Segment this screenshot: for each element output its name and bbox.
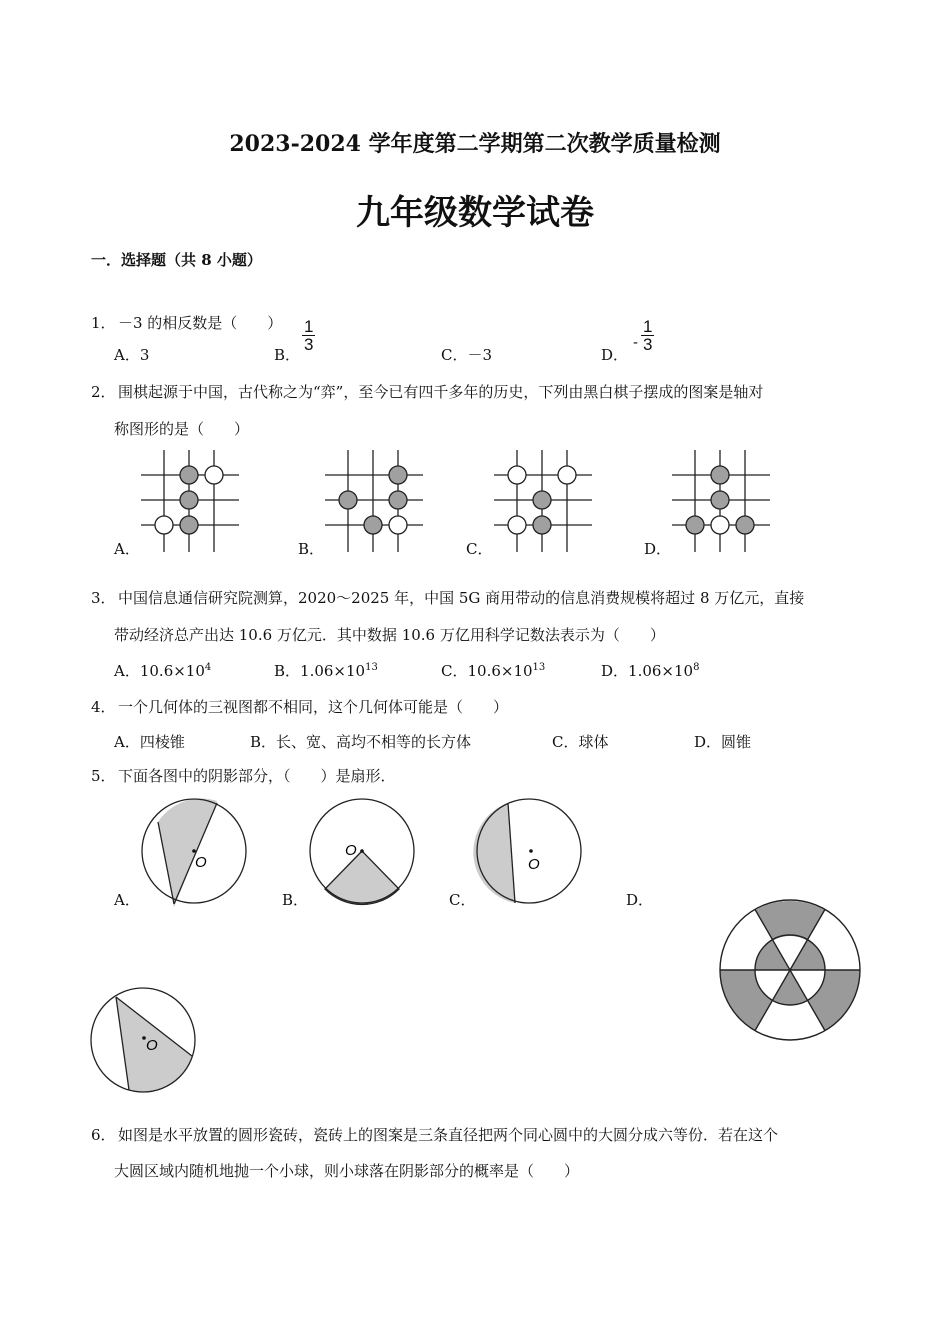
go-board-b[interactable] bbox=[325, 450, 425, 554]
go-board-c[interactable] bbox=[494, 450, 594, 554]
go-board-a[interactable] bbox=[141, 450, 241, 554]
question-stem: 一个几何体的三视图都不相同，这个几何体可能是（ ） bbox=[118, 698, 509, 716]
question-stem-line2: 称图形的是（ ） bbox=[114, 420, 250, 438]
option-label: C． bbox=[441, 346, 468, 364]
question-stem-line2: 带动经济总产出达 10.6 万亿元．其中数据 10.6 万亿用科学记数法表示为（ ） bbox=[114, 626, 665, 644]
exam-title: 九年级数学试卷 bbox=[356, 193, 594, 233]
option-a-label[interactable]: A． bbox=[114, 891, 140, 909]
option-text: －3 bbox=[467, 346, 493, 364]
center-label-o: O bbox=[345, 842, 357, 859]
option-d-label[interactable]: D． bbox=[644, 540, 672, 558]
question-stem-line1: 如图是水平放置的圆形瓷砖，瓷砖上的图案是三条直径把两个同心圆中的大圆分成六等份．若在这个 bbox=[118, 1126, 779, 1144]
option-label: D． bbox=[601, 346, 629, 364]
tile-figure bbox=[717, 898, 863, 1044]
minus-sign: - bbox=[633, 334, 638, 351]
option-a-label[interactable]: A． bbox=[114, 540, 140, 558]
go-board-d[interactable] bbox=[672, 450, 772, 554]
option-b-label[interactable]: B． bbox=[282, 891, 309, 909]
circle-figure-c[interactable] bbox=[475, 797, 585, 907]
circle-figure-a[interactable] bbox=[140, 797, 250, 907]
option-b[interactable]: B．长、宽、高均不相等的长方体 bbox=[250, 733, 472, 751]
fraction-one-third: $\frac{1}{3}$ bbox=[304, 317, 314, 354]
option-a[interactable]: A．$10.6\times 10^4$ bbox=[114, 662, 212, 680]
question-number: 6． bbox=[91, 1126, 116, 1144]
question-stem-line1: 围棋起源于中国，古代称之为“弈”，至今已有四千多年的历史，下列由黑白棋子摆成的图案是轴对 bbox=[118, 383, 764, 401]
option-a[interactable] bbox=[114, 345, 149, 365]
section-heading: 一．选择题（共 8 小题） bbox=[91, 251, 262, 269]
fraction-neg-one-third: $\frac{1}{3}$ bbox=[643, 317, 653, 354]
circle-figure-d[interactable] bbox=[89, 986, 199, 1096]
option-c-label[interactable]: C． bbox=[449, 891, 476, 909]
question-stem-line2: 大圆区域内随机地抛一个小球，则小球落在阴影部分的概率是（ ） bbox=[114, 1162, 580, 1180]
option-c[interactable]: C．球体 bbox=[552, 733, 609, 751]
question-stem: －3 的相反数是（ ） bbox=[118, 314, 283, 332]
center-label-o: O bbox=[195, 854, 207, 871]
option-b[interactable]: B．$1.06\times 10^{13}$ bbox=[274, 662, 378, 680]
option-d[interactable]: D．$1.06\times 10^8$ bbox=[601, 662, 700, 680]
exam-subtitle: 2023-2024 学年度第二学期第二次教学质量检测 bbox=[229, 131, 721, 157]
center-label-o: O bbox=[146, 1037, 158, 1054]
question-stem: 下面各图中的阴影部分，（ ）是扇形． bbox=[118, 767, 396, 785]
option-label: B． bbox=[274, 346, 301, 364]
question-number: 5． bbox=[91, 767, 116, 785]
option-c[interactable] bbox=[441, 345, 492, 365]
option-c-label[interactable]: C． bbox=[466, 540, 493, 558]
question-number: 3． bbox=[91, 589, 116, 607]
question-number: 4． bbox=[91, 698, 116, 716]
option-d[interactable]: D．圆锥 bbox=[694, 733, 752, 751]
option-d[interactable] bbox=[601, 345, 628, 365]
option-c[interactable]: C．$10.6\times 10^{13}$ bbox=[441, 662, 546, 680]
option-b-label[interactable]: B． bbox=[298, 540, 325, 558]
option-text: 3 bbox=[139, 346, 150, 364]
question-stem-line1: 中国信息通信研究院测算，2020～2025 年，中国 5G 商用带动的信息消费规模将超过 8 万亿元，直接 bbox=[118, 589, 805, 607]
question-number: 2． bbox=[91, 383, 116, 401]
question-number: 1． bbox=[91, 314, 116, 332]
center-label-o: O bbox=[528, 856, 540, 873]
option-b[interactable] bbox=[274, 345, 300, 365]
option-d-label[interactable]: D． bbox=[626, 891, 654, 909]
option-label: A． bbox=[114, 346, 140, 364]
circle-figure-b[interactable] bbox=[308, 797, 418, 907]
option-a[interactable]: A．四棱锥 bbox=[114, 733, 185, 751]
